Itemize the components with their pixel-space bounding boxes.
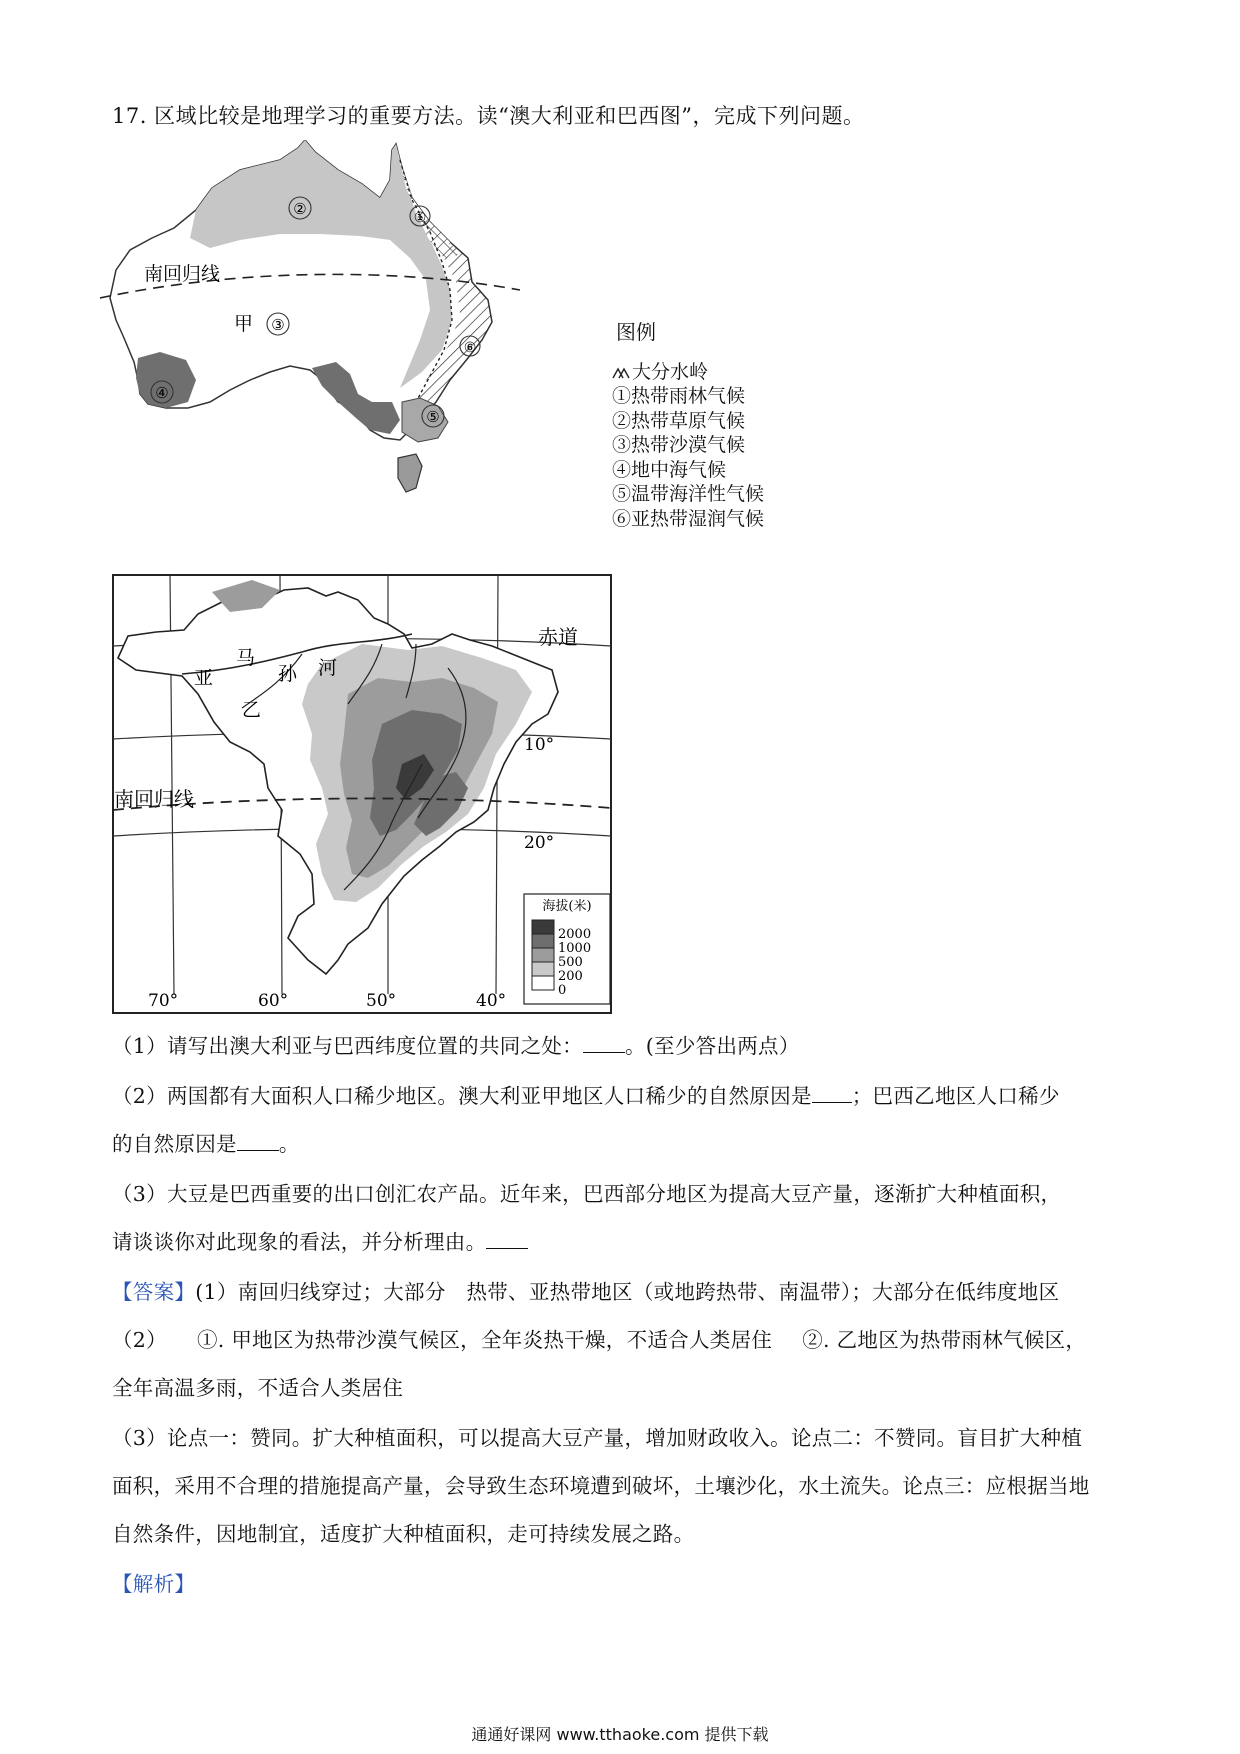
lat-label-20: 20° (524, 833, 555, 853)
legend-climate (612, 384, 764, 531)
legend (632, 360, 708, 385)
legend-item: ⑥亚热带湿润气候 (612, 507, 765, 530)
river-char-2: 马 (236, 647, 256, 669)
legend-item: ⑤温带海洋性气候 (612, 483, 765, 505)
answer-2-cont: 全年高温多雨，不适合人类居住 (112, 1376, 404, 1400)
elevation-level-1000: 1000 (558, 941, 592, 956)
legend-item: ④地中海气候 (612, 458, 727, 481)
zone-label-6: ⑥ (463, 340, 477, 356)
elevation-level-500: 500 (558, 955, 583, 970)
ridge-icon (612, 366, 632, 380)
yi-label: 乙 (242, 699, 262, 721)
elevation-swatch-2000 (532, 920, 554, 934)
answer-blank[interactable] (812, 1101, 852, 1103)
lon-label-70: 70° (148, 991, 179, 1011)
elevation-level-2000: 2000 (558, 927, 592, 942)
zone-label-2: ② (293, 200, 307, 218)
legend-item-ridge: 大分水岭 (632, 361, 709, 383)
elevation-level-0: 0 (558, 983, 567, 998)
answer-3: （3）论点一：赞同。扩大种植面积，可以提高大豆产量，增加财政收入。论点二：不赞同。盲目扩大种植 (112, 1426, 1083, 1450)
answer-blank[interactable] (583, 1051, 625, 1053)
analysis-tag: 【解析】 (112, 1572, 196, 1596)
legend-item: ①热带雨林气候 (612, 385, 746, 407)
zone-label-4: ④ (155, 384, 169, 402)
tropic-label-australia: 南回归线 (144, 263, 221, 285)
river-char-1: 亚 (194, 667, 214, 689)
brazil-map (112, 574, 612, 1014)
answer-blank[interactable] (237, 1149, 279, 1151)
answer-tag: 【答案】 (112, 1280, 196, 1304)
answer-3-l3: 自然条件，因地制宜，适度扩大种植面积，走可持续发展之路。 (112, 1522, 695, 1546)
answer-3-l2: 面积，采用不合理的措施提高产量，会导致生态环境遭到破坏，土壤沙化，水土流失。论点三：应根据当地 (112, 1474, 1090, 1498)
footer: 通通好课网 www.tthaoke.com 提供下载 (471, 1725, 769, 1744)
river-char-3: 孙 (278, 663, 298, 685)
answer-blank[interactable] (486, 1247, 528, 1249)
lon-label-50: 50° (366, 991, 397, 1011)
legend-item: ③热带沙漠气候 (612, 434, 746, 456)
river-char-4: 河 (318, 657, 338, 679)
elevation-swatch-500 (532, 948, 554, 962)
jia-label: 甲 (234, 313, 254, 335)
zone-label-1: ① (413, 210, 427, 226)
elevation-swatch-0 (532, 976, 554, 990)
tasmania (398, 454, 422, 492)
tropic-label-brazil: 南回归线 (114, 787, 194, 811)
lon-label-60: 60° (258, 991, 289, 1011)
question-2: （2）两国都有大面积人口稀少地区。澳大利亚甲地区人口稀少的自然原因是 ；巴西乙地区人口稀少 (112, 1084, 1060, 1108)
zone-label-5: ⑤ (426, 408, 440, 426)
question-2-cont: 的自然原因是 。 (112, 1132, 300, 1156)
question-3: （3）大豆是巴西重要的出口创汇农产品。近年来，巴西部分地区为提高大豆产量，逐渐扩大种植面积， (112, 1182, 1062, 1206)
lon-label-40: 40° (476, 991, 507, 1011)
equator-label: 赤道 (538, 625, 578, 649)
zone-label-3: ③ (271, 316, 285, 334)
lat-label-10: 10° (524, 735, 555, 755)
elevation-legend-title: 海拔(米) (542, 899, 592, 914)
answer-2: （2） ①. 甲地区为热带沙漠气候区，全年炎热干燥，不适合人类居住 ②. 乙地区为热带雨林气候区， (112, 1328, 1087, 1352)
legend-item: ②热带草原气候 (612, 409, 746, 432)
question-title: 17. 区域比较是地理学习的重要方法。读“澳大利亚和巴西图”，完成下列问题。 (112, 104, 865, 128)
australia-map (100, 140, 620, 500)
question-1: （1）请写出澳大利亚与巴西纬度位置的共同之处： 。(至少答出两点） (112, 1034, 800, 1058)
legend-title: 图例 (616, 320, 656, 344)
answer-1: 【答案】(1）南回归线穿过；大部分 热带、亚热带地区（或地跨热带、南温带）；大部分在低纬度地区 (112, 1280, 1060, 1304)
elevation-level-200: 200 (558, 969, 583, 984)
question-3-cont: 请谈谈你对此现象的看法，并分析理由。 (112, 1218, 1132, 1266)
elevation-swatch-200 (532, 962, 554, 976)
elevation-swatch-1000 (532, 934, 554, 948)
oceanic-zone (402, 398, 448, 442)
